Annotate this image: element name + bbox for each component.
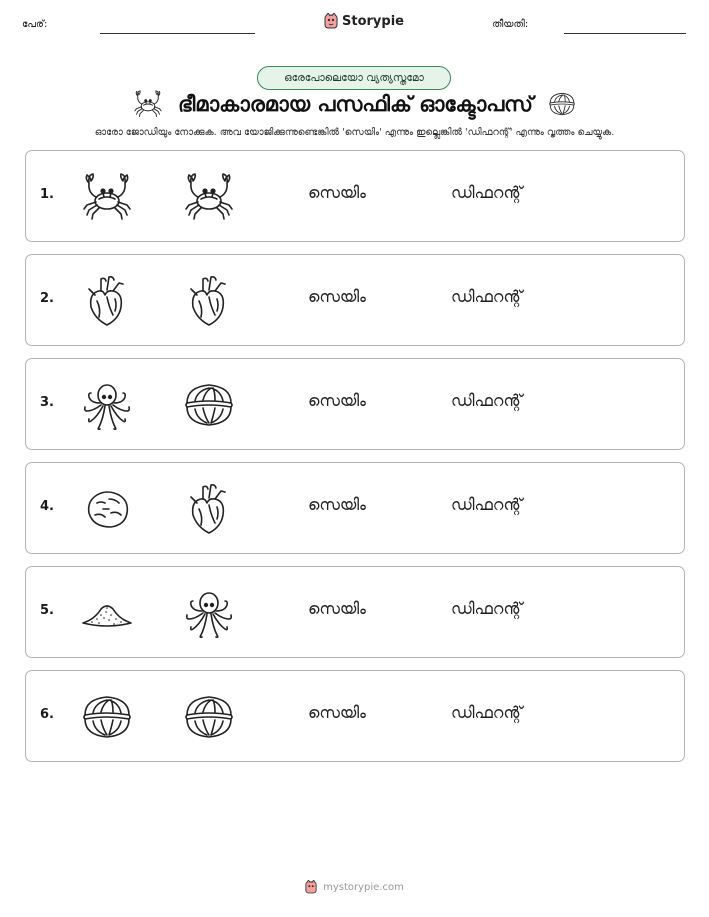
crab-icon: [181, 169, 237, 225]
clam-icon: [79, 689, 135, 745]
clam-icon: [181, 377, 237, 433]
question-number: 6.: [40, 707, 54, 722]
question-number: 5.: [40, 603, 54, 618]
storypie-logo-icon: [305, 880, 317, 894]
different-option[interactable]: ഡിഫറന്റ്: [451, 703, 523, 722]
question-number: 3.: [40, 395, 54, 410]
question-number: 1.: [40, 187, 54, 202]
same-option[interactable]: സെയിം: [308, 495, 366, 514]
heart-icon: [181, 481, 237, 537]
different-option[interactable]: ഡിഫറന്റ്: [451, 183, 523, 202]
same-option[interactable]: സെയിം: [308, 391, 366, 410]
brand-name: Storypie: [342, 13, 404, 29]
different-option[interactable]: ഡിഫറന്റ്: [451, 495, 523, 514]
same-option[interactable]: സെയിം: [308, 287, 366, 306]
crab-icon: [132, 88, 164, 120]
date-line[interactable]: [564, 33, 686, 34]
rock-icon: [79, 481, 135, 537]
question-row-3: [25, 358, 685, 450]
different-option[interactable]: ഡിഫറന്റ്: [451, 287, 523, 306]
worksheet-type-badge: ഒരേപോലെയോ വ്യത്യസ്തമോ: [257, 66, 451, 90]
question-row-5: [25, 566, 685, 658]
sand-icon: [79, 585, 135, 641]
title-text: ഭീമാകാരമായ പസഫിക് ഓക്ടോപസ്: [178, 91, 533, 116]
worksheet-title: [0, 88, 709, 120]
question-number: 2.: [40, 291, 54, 306]
clam-icon: [181, 689, 237, 745]
question-number: 4.: [40, 499, 54, 514]
clam-icon: [547, 89, 577, 119]
octopus-icon: [79, 377, 135, 433]
different-option[interactable]: ഡിഫറന്റ്: [451, 391, 523, 410]
footer: [0, 880, 709, 894]
question-row-4: [25, 462, 685, 554]
name-line[interactable]: [100, 33, 255, 34]
same-option[interactable]: സെയിം: [308, 183, 366, 202]
date-label: തീയതി:: [492, 19, 529, 30]
storypie-logo-icon: [324, 13, 338, 29]
question-row-2: [25, 254, 685, 346]
name-label: പേര്:: [22, 19, 48, 30]
question-row-1: [25, 150, 685, 242]
heart-icon: [181, 273, 237, 329]
same-option[interactable]: സെയിം: [308, 599, 366, 618]
instructions: ഓരോ ജോഡിയും നോക്കുക. അവ യോജിക്കുന്നുണ്ടെങ്കിൽ 'സെയിം' എന്നും ഇല്ലെങ്കിൽ 'ഡിഫറന്റ്' എന്നും വൃത്തം ചെയ്യുക.: [94, 127, 615, 138]
octopus-icon: [181, 585, 237, 641]
storypie-logo: [324, 13, 404, 29]
same-option[interactable]: സെയിം: [308, 703, 366, 722]
different-option[interactable]: ഡിഫറന്റ്: [451, 599, 523, 618]
heart-icon: [79, 273, 135, 329]
crab-icon: [79, 169, 135, 225]
question-row-6: [25, 670, 685, 762]
footer-url[interactable]: mystorypie.com: [323, 881, 404, 893]
